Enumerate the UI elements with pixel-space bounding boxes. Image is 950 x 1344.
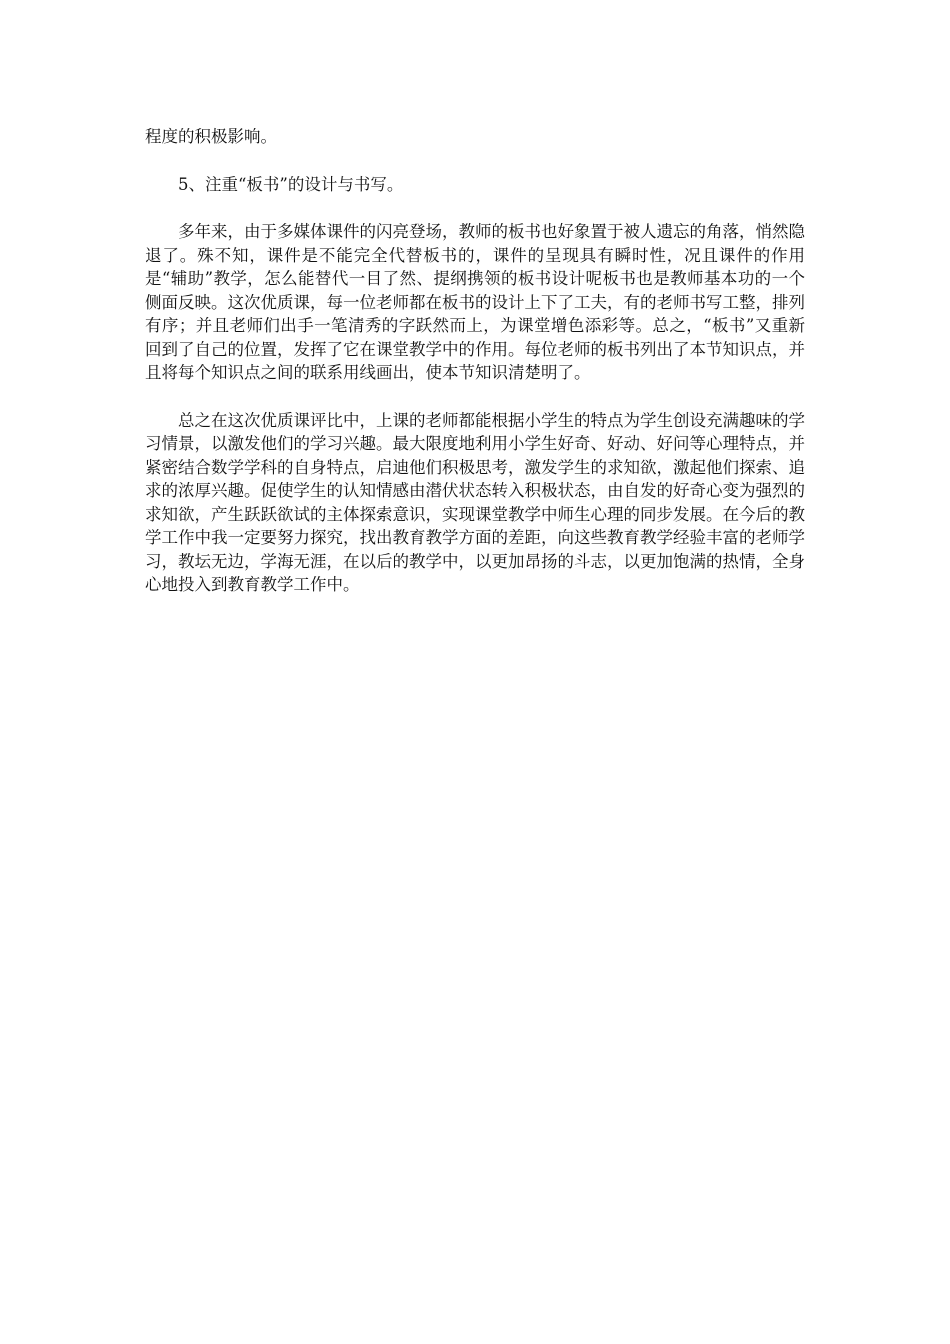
document-body: [145, 125, 805, 597]
paragraph-gap: [145, 196, 805, 220]
section-heading-blackboard: 5、注重“板书”的设计与书写。: [178, 174, 404, 194]
paragraph-blackboard-writing: 多年来，由于多媒体课件的闪亮登场，教师的板书也好象置于被人遗忘的角落，悄然隐退了。殊不知，课件是不能完全代替板书的，课件的呈现具有瞬时性，况且课件的作用是“辅助”教学，怎么能替代一目了然、提纲携领的板书设计呢板书也是教师基本功的一个侧面反映。这次优质课，每一位老师都在板书的设计上下了工夫，有的老师书写工整，排列有序；并且老师们出手一笔清秀的字跃然而上，为课堂增色添彩等。总之，“板书”又重新回到了自己的位置，发挥了它在课堂教学中的作用。每位老师的板书列出了本节知识点，并且将每个知识点之间的联系用线画出，使本节知识清楚明了。: [145, 222, 805, 382]
paragraph-gap: [145, 149, 805, 173]
paragraph-conclusion: 总之在这次优质课评比中，上课的老师都能根据小学生的特点为学生创设充满趣味的学习情景，以激发他们的学习兴趣。最大限度地利用小学生好奇、好动、好问等心理特点，并紧密结合数学学科的自身特点，启迪他们积极思考，激发学生的求知欲，激起他们探索、追求的浓厚兴趣。促使学生的认知情感由潜伏状态转入积极状态，由自发的好奇心变为强烈的求知欲，产生跃跃欲试的主体探索意识，实现课堂教学中师生心理的同步发展。在今后的教学工作中我一定要努力探究，找出教育教学方面的差距，向这些教育教学经验丰富的老师学习，教坛无边，学海无涯，在以后的教学中，以更加昂扬的斗志，以更加饱满的热情，全身心地投入到教育教学工作中。: [145, 410, 805, 594]
paragraph-continuation: 程度的积极影响。: [145, 127, 277, 146]
paragraph-gap: [145, 385, 805, 409]
